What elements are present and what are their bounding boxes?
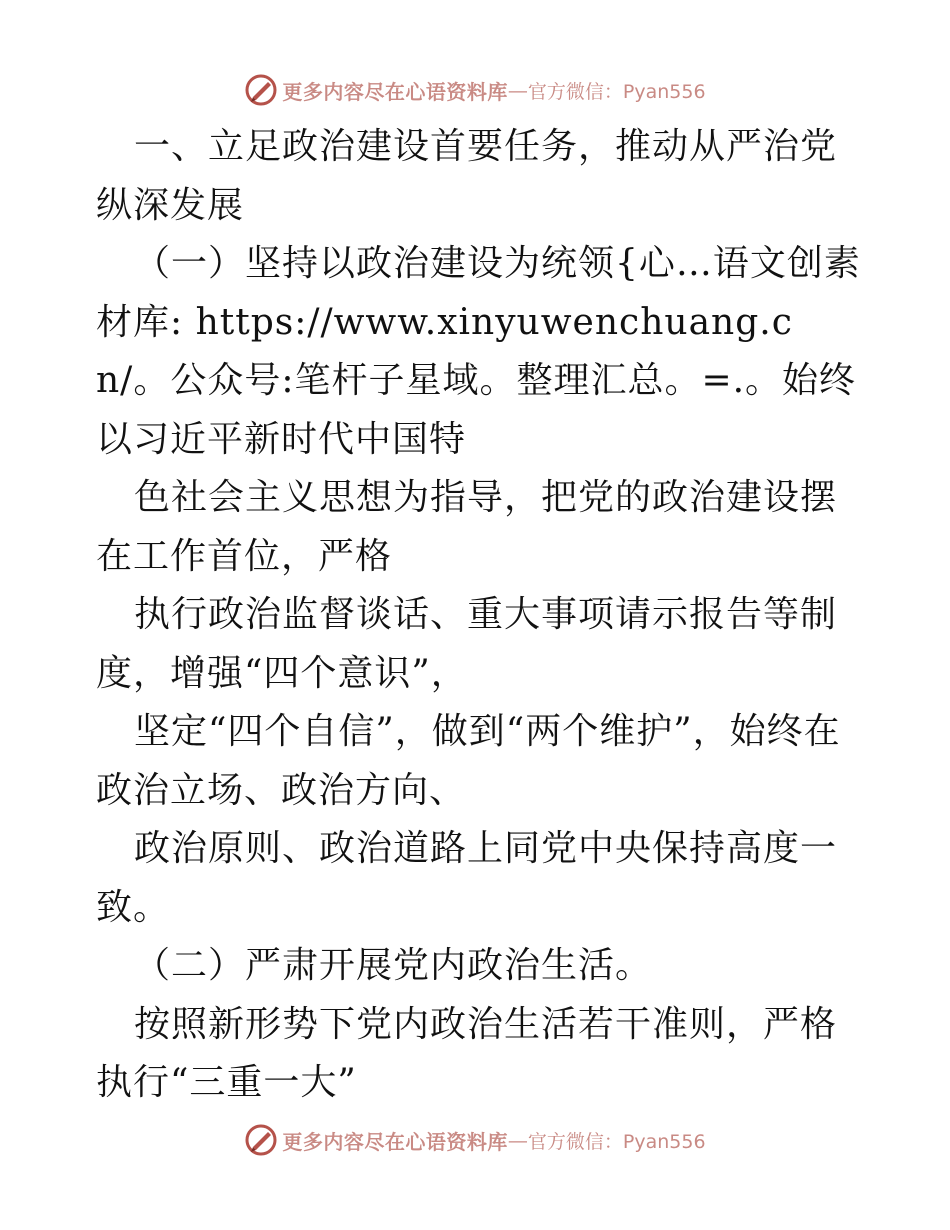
footer-banner: [0, 1120, 950, 1160]
footer-brand-text: 更多内容尽在心语资料库: [282, 1129, 508, 1154]
body-paragraph: 政治原则、政治道路上同党中央保持高度一致。: [96, 828, 838, 928]
header-separator: —: [507, 78, 528, 102]
footer-separator: —: [507, 1128, 528, 1152]
body-paragraph: 坚定“四个自信”，做到“两个维护”，始终在政治立场、政治方向、: [96, 711, 841, 811]
pen-logo-icon: [244, 73, 278, 107]
body-paragraph: 执行政治监督谈话、重大事项请示报告等制度，增强“四个意识”，: [96, 594, 838, 694]
header-brand-text: 更多内容尽在心语资料库: [282, 79, 508, 104]
footer-official-wechat: 官方微信：Pyan556: [527, 1130, 706, 1153]
section-heading: 一、立足政治建设首要任务，推动从严治党纵深发展: [96, 126, 838, 226]
header-official-wechat: 官方微信：Pyan556: [527, 80, 706, 103]
header-banner: [0, 70, 950, 110]
body-paragraph: 按照新形势下党内政治生活若干准则，严格执行“三重一大”: [96, 1003, 838, 1103]
document-body: [96, 118, 866, 1113]
subsection-1-paragraph: （一）坚持以政治建设为统领{心…语文创素材库: https://www.xinyuwenchuang.cn/。公众号:笔杆子星域。整理汇总。=.。始终以习近平新时代中国特: [96, 243, 861, 460]
body-paragraph: 色社会主义思想为指导，把党的政治建设摆在工作首位，严格: [96, 477, 838, 577]
subsection-2-heading: （二）严肃开展党内政治生活。: [134, 945, 653, 986]
pen-logo-icon: [244, 1123, 278, 1157]
